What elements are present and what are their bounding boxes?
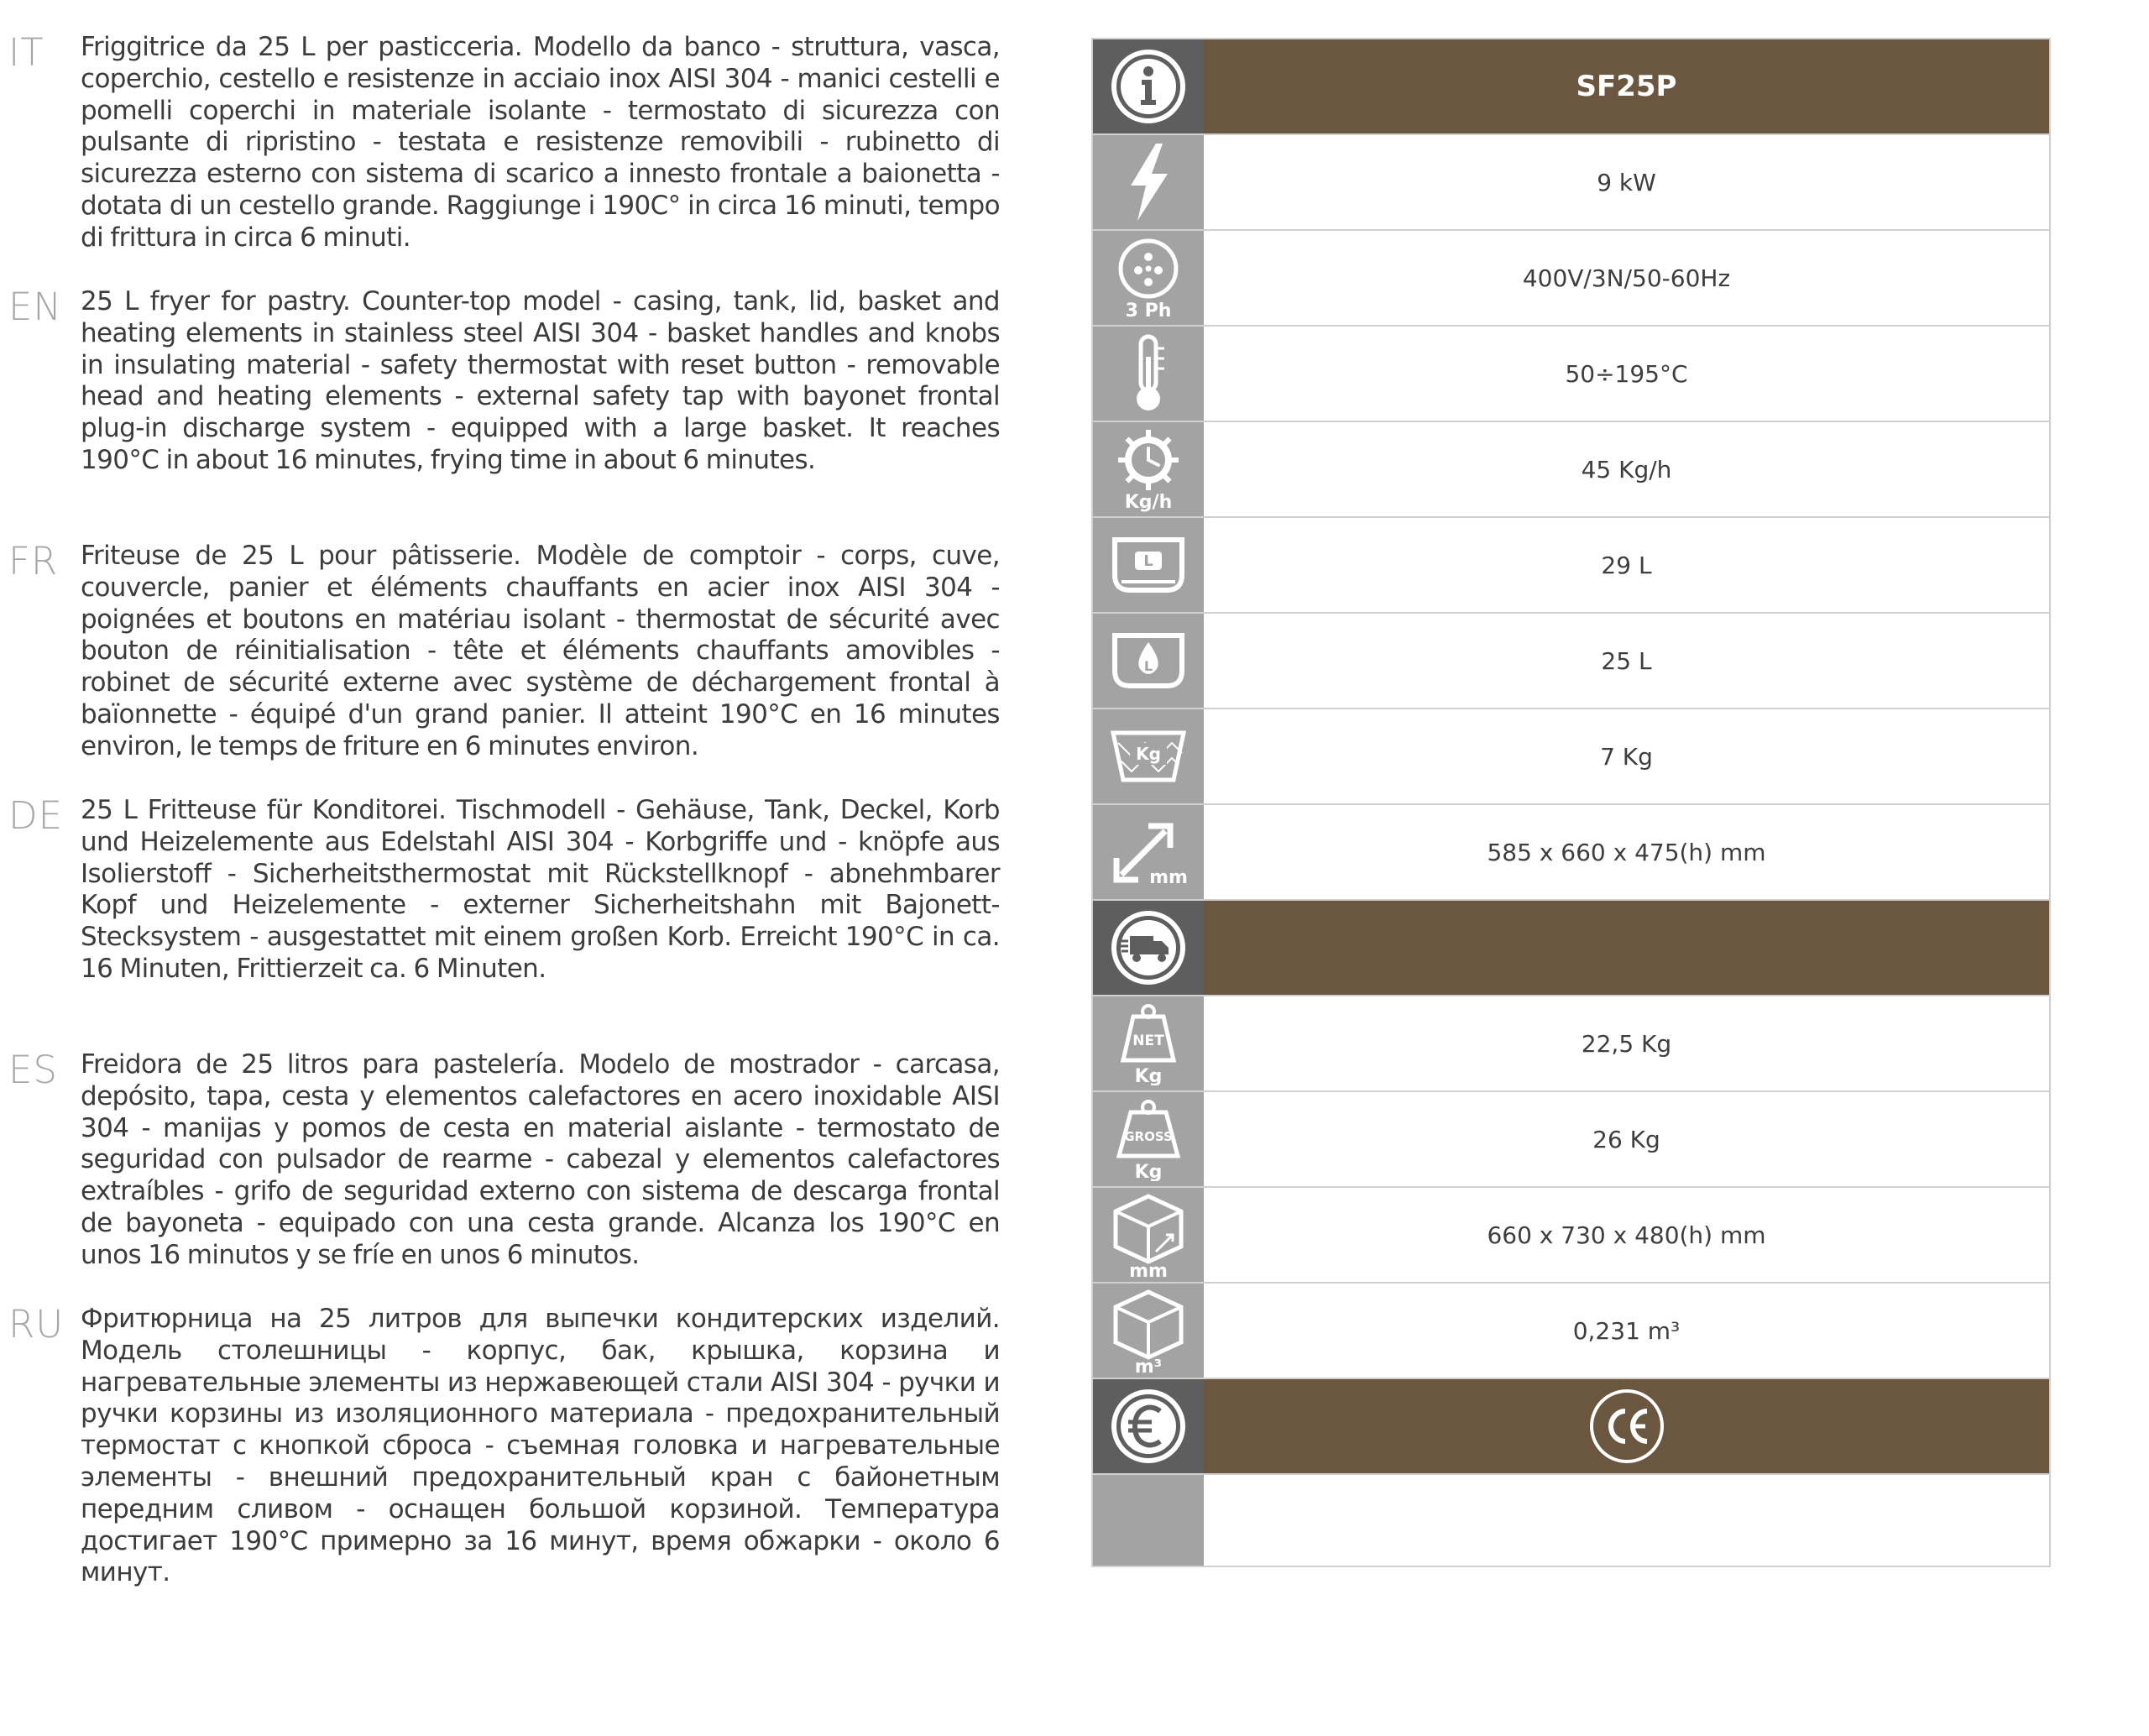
delivery-truck-icon bbox=[1093, 901, 1204, 995]
price-header-bar bbox=[1204, 1379, 2049, 1473]
net-weight-value: 22,5 Kg bbox=[1581, 1029, 1672, 1058]
description-text-fr: Friteuse de 25 L pour pâtisserie. Modèle de comptoir - corps, cuve, couvercle, panier et éléments chauffants en acier inox AISI 304 - poignées et boutons en matériau isolant - thermostat de sécurité avec bouton de réinitialisation - tête et éléments chauffants amovibles - robinet de sécurité externe avec système de déchargement frontal à baïonnette - équipé d'un grand panier. Il atteint 190°C en 16 minutes environ, le temps de friture en 6 minutes environ. bbox=[81, 541, 1000, 761]
lang-code-es: ES bbox=[8, 1048, 58, 1092]
lang-code-fr: FR bbox=[8, 539, 59, 583]
tank-label: L bbox=[1143, 552, 1153, 570]
dimension-label: mm bbox=[1149, 867, 1188, 888]
thermometer-icon bbox=[1093, 327, 1204, 421]
gross-badge-label: GROSS bbox=[1124, 1129, 1173, 1144]
description-text-ru: Фритюрница на 25 литров для выпечки кондитерских изделий. Модель столешницы - корпус, бак, крышка, корзина и нагревательные элементы из нержавеющей стали AISI 304 - ручки и ручки корзины из изоляционного материала - предохранительный термостат с кнопкой сброса - съемная головка и нагревательные элементы - внешний предохранительный кран с байонетным передним сливом - оснащен большой корзиной. Температура достигает 190°C примерно за 16 минут, время обжарки - около 6 минут. bbox=[81, 1304, 1000, 1588]
euro-icon bbox=[1093, 1379, 1204, 1473]
spec-row-price-header bbox=[1093, 1379, 2049, 1475]
spec-row-price-empty bbox=[1093, 1475, 2049, 1566]
gross-weight-value: 26 Kg bbox=[1592, 1125, 1660, 1153]
description-text-it: Friggitrice da 25 L per pasticceria. Modello da banco - struttura, vasca, coperchio, cestello e resistenze in acciaio inox AISI 304 - manici cestelli e pomelli coperchi in materiale isolante - termostato di sicurezza con pulsante di ripristino - testata e resistenze removibili - rubinetto di sicurezza esterno con sistema di scarico a innesto frontale a baionetta - dotata di un cestello grande. Raggiunge i 190C° in circa 16 minuti, tempo di frittura in circa 6 minuti. bbox=[81, 32, 1000, 253]
oil-drop-label: L bbox=[1143, 658, 1153, 674]
net-unit-label: Kg bbox=[1134, 1066, 1163, 1085]
spec-row-power bbox=[1093, 135, 2049, 231]
dimensions-value: 585 x 660 x 475(h) mm bbox=[1487, 838, 1766, 866]
spec-row-gross-weight bbox=[1093, 1092, 2049, 1188]
spec-row-net-weight bbox=[1093, 996, 2049, 1092]
spec-row-voltage bbox=[1093, 231, 2049, 327]
voltage-value: 400V/3N/50-60Hz bbox=[1522, 264, 1731, 292]
net-weight-icon bbox=[1093, 996, 1204, 1090]
spec-table bbox=[1091, 38, 2051, 1567]
production-gear-clock-icon bbox=[1093, 422, 1204, 516]
lang-code-ru: RU bbox=[8, 1302, 65, 1346]
price-icon-cell bbox=[1093, 1475, 1204, 1566]
lang-code-de: DE bbox=[8, 793, 64, 838]
package-dimensions-value: 660 x 730 x 480(h) mm bbox=[1487, 1221, 1766, 1249]
spec-row-temperature bbox=[1093, 327, 2049, 422]
temperature-value: 50÷195°C bbox=[1565, 359, 1688, 388]
description-text-de: 25 L Fritteuse für Konditorei. Tischmodell - Gehäuse, Tank, Deckel, Korb und Heizelemente aus Edelstahl AISI 304 - Korbgriffe und - knöpfe aus Isolierstoff - Sicherheitsthermostat mit Rückstellknopf - abnehmbarer Kopf und Heizelemente - externer Sicherheitshahn mit Bajonett-Stecksystem - ausgestattet mit einem großen Korb. Erreicht 190°C in ca. 16 Minuten, Frittierzeit ca. 6 Minuten. bbox=[81, 795, 1000, 984]
spec-row-basket bbox=[1093, 709, 2049, 805]
plug-three-phase-icon bbox=[1093, 231, 1204, 325]
net-badge-label: NET bbox=[1132, 1033, 1164, 1049]
basket-icon bbox=[1093, 709, 1204, 803]
tank-capacity-value: 29 L bbox=[1601, 551, 1652, 579]
spec-row-tank bbox=[1093, 518, 2049, 614]
package-unit-label: mm bbox=[1129, 1261, 1168, 1278]
spec-row-dimensions bbox=[1093, 805, 2049, 901]
description-text-es: Freidora de 25 litros para pastelería. Modelo de mostrador - carcasa, depósito, tapa, cesta y elementos calefactores en acero inoxidable AISI 304 - manijas y pomos de cesta en material aislante - termostato de seguridad con pulsador de rearme - cabezal y elementos calefactores extraíbles - grifo de seguridad externo con sistema de descarga frontal de bayoneta - equipado con una cesta grande. Alcanza los 190°C en unos 16 minutos y se fríe en unos 6 minutos. bbox=[81, 1049, 1000, 1270]
spec-row-model bbox=[1093, 39, 2049, 135]
basket-label: Kg bbox=[1136, 744, 1161, 764]
ce-mark-icon bbox=[1588, 1388, 1665, 1465]
production-label: Kg/h bbox=[1124, 492, 1173, 513]
tank-icon bbox=[1093, 518, 1204, 612]
shipping-header-bar bbox=[1204, 901, 2049, 995]
spec-row-package-dimensions bbox=[1093, 1188, 2049, 1284]
production-value: 45 Kg/h bbox=[1581, 455, 1672, 484]
info-icon bbox=[1093, 39, 1204, 133]
volume-unit-label: m³ bbox=[1134, 1357, 1163, 1374]
lightning-icon bbox=[1093, 135, 1204, 229]
spec-row-production bbox=[1093, 422, 2049, 518]
phase-label: 3 Ph bbox=[1125, 301, 1172, 322]
package-volume-icon bbox=[1093, 1284, 1204, 1378]
gross-unit-label: Kg bbox=[1134, 1162, 1163, 1181]
model-name: SF25P bbox=[1204, 39, 2049, 133]
package-volume-value: 0,231 m³ bbox=[1572, 1316, 1681, 1345]
oil-drop-icon bbox=[1093, 614, 1204, 708]
spec-row-oil bbox=[1093, 614, 2049, 709]
spec-row-package-volume bbox=[1093, 1284, 2049, 1379]
description-text-en: 25 L fryer for pastry. Counter-top model - casing, tank, lid, basket and heating elements in stainless steel AISI 304 - basket handles and knobs in insulating material - safety thermostat with reset button - removable head and heating elements - external safety tap with bayonet frontal plug-in discharge system - equipped with a large basket. It reaches 190°C in about 16 minutes, frying time in about 6 minutes. bbox=[81, 286, 1000, 475]
lang-code-it: IT bbox=[8, 30, 44, 75]
oil-capacity-value: 25 L bbox=[1601, 646, 1652, 675]
price-value bbox=[1204, 1475, 2049, 1566]
spec-row-shipping-header bbox=[1093, 901, 2049, 996]
dimension-arrow-icon bbox=[1093, 805, 1204, 899]
basket-capacity-value: 7 Kg bbox=[1600, 742, 1653, 771]
power-value: 9 kW bbox=[1597, 168, 1656, 196]
gross-weight-icon bbox=[1093, 1092, 1204, 1186]
package-box-icon bbox=[1093, 1188, 1204, 1282]
lang-code-en: EN bbox=[8, 285, 63, 329]
